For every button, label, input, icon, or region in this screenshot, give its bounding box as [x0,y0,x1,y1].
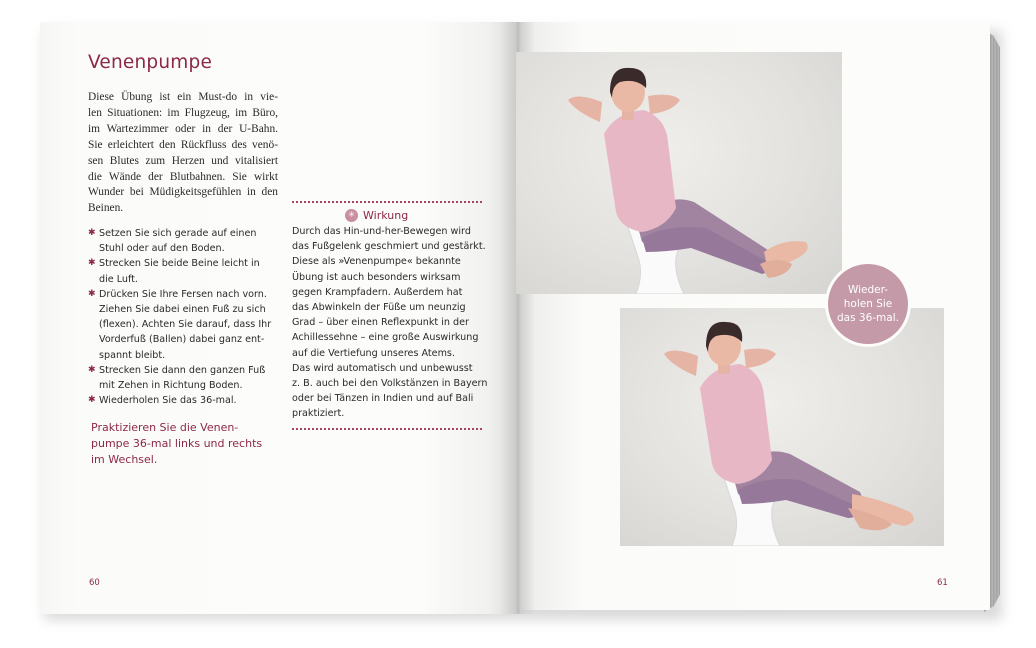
intro-line: Beinen. [88,202,124,215]
wirkung-line: Das wird automatisch und unbewusst [292,362,473,374]
intro-line: len Situationen: im Flugzeug, im Büro, [88,106,278,119]
bullet-star-icon: ✱ [88,288,96,299]
wirkung-line: auf die Vertiefung unseres Atems. [292,347,455,359]
step-list [88,226,278,408]
wirkung-line: das Abwinkeln der Füße um neunzig [292,302,466,314]
step-line: Wiederholen Sie das 36-mal. [99,395,237,407]
step-item [88,393,278,408]
badge-text [835,283,901,325]
wirkung-line: z. B. auch bei den Volkstänzen in Bayern [292,378,488,390]
step-line: Stuhl oder auf den Boden. [99,243,225,255]
wirkung-line: Übung ist auch besonders wirksam [292,271,461,283]
woman-exercise-illustration [516,52,842,294]
intro-line: Diese Übung ist ein Must-do in vie- [88,91,278,103]
wirkung-line: praktiziert. [292,408,345,420]
step-item [88,226,278,256]
badge-line: holen Sie [843,298,893,310]
bullet-star-icon: ✱ [88,258,96,269]
wirkung-line: gegen Krampfadern. Außerdem hat [292,286,463,298]
intro-line: Wunder bei Müdigkeitsgefühlen in den [88,186,278,199]
exercise-photo-top [516,52,842,294]
step-item [88,256,278,286]
intro-line: die Wände der Blutbahnen. Sie wirkt [88,170,278,183]
summary-line: pumpe 36-mal links und rechts [91,437,263,450]
wirkung-paragraph [292,224,488,422]
woman-exercise-illustration [620,308,944,546]
summary-text [91,420,281,468]
dotted-divider-bottom [292,428,482,430]
wirkung-line: Durch das Hin-und-her-Bewegen wird [292,226,471,237]
wirkung-line: oder bei Tänzen in Indien und auf Bali [292,393,474,405]
intro-line: Sie erleichtert den Rückfluss des venö- [88,138,278,151]
step-line: Vorderfuß (Ballen) dabei ganz ent- [99,334,265,346]
page-number-right: 61 [937,578,948,588]
repeat-badge [828,264,908,344]
step-line: die Luft. [99,273,138,285]
bullet-star-icon: ✱ [88,364,96,375]
step-line: Setzen Sie sich gerade auf einen [99,228,257,239]
wirkung-line: Diese als »Venenpumpe« bekannte [292,256,461,268]
step-line: (flexen). Achten Sie darauf, dass Ihr [99,319,272,331]
step-line: spannt bleibt. [99,349,166,361]
intro-paragraph [88,90,278,217]
step-line: Drücken Sie Ihre Fersen nach vorn. [99,288,267,300]
intro-line: im Wartezimmer oder in der U-Bahn. [88,122,278,135]
page-title: Venenpumpe [88,52,213,73]
bullet-star-icon: ✱ [88,395,96,406]
dotted-divider-top [292,201,482,203]
summary-line: im Wechsel. [91,453,158,466]
summary-line: Praktizieren Sie die Venen- [91,421,239,434]
wirkung-heading [345,207,408,223]
step-line: Strecken Sie dann den ganzen Fuß [99,364,266,376]
step-item [88,363,278,393]
bullet-star-icon: ✱ [88,228,96,238]
intro-line: sen Blutes zum Herzen und vitalisiert [88,154,278,167]
exercise-photo-bottom [620,308,944,546]
page-number-left: 60 [89,578,100,588]
badge-line: das 36-mal. [837,312,899,324]
step-line: Ziehen Sie dabei einen Fuß zu sich [99,304,266,316]
wirkung-line: Achillessehne – eine große Auswirkung [292,332,479,344]
step-line: Strecken Sie beide Beine leicht in [99,258,260,270]
step-line: mit Zehen in Richtung Boden. [99,380,243,392]
badge-line: Wieder- [847,284,889,296]
wirkung-title: Wirkung [363,208,409,222]
wirkung-line: das Fußgelenk geschmiert und gestärkt. [292,241,486,253]
wirkung-line: Grad – über einen Reflexpunkt in der [292,317,469,329]
step-item [88,287,278,363]
asterisk-icon: ✳ [345,209,358,222]
